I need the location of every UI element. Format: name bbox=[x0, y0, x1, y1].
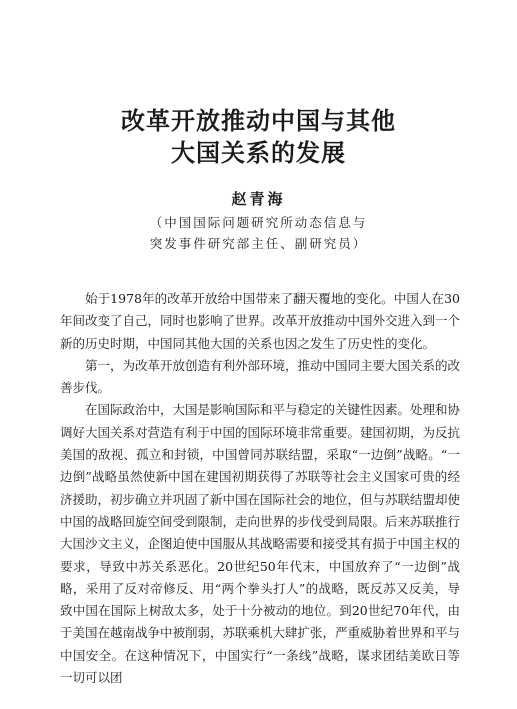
author-affiliation-line-1: （中国国际问题研究所动态信息与 bbox=[149, 215, 368, 230]
author-affiliation-line-2: 突发事件研究部主任、副研究员） bbox=[149, 236, 368, 251]
article-title-line-2: 大国关系的发展 bbox=[171, 139, 346, 167]
article-title-line-1: 改革开放推动中国与其他 bbox=[121, 107, 396, 135]
article-body bbox=[60, 288, 460, 689]
paragraph-intro: 始于1978年的改革开放给中国带来了翻天覆地的变化。中国人在30年间改变了自己，同时也影响了世界。改革开放推动中国外交进入到一个新的历史时期，中国同其他大国的关系也因之发生了历史性的变化。 bbox=[60, 291, 461, 351]
author-name: 赵青海 bbox=[231, 190, 286, 208]
paragraph-great-powers: 在国际政治中，大国是影响国际和平与稳定的关键性因素。处理和协调好大国关系对营造有利于中国的国际环境非常重要。建国初期，为反抗美国的敌视、孤立和封锁，中国曾同苏联结盟，采取“一边倒”战略。“一边倒”战略虽然使新中国在建国初期获得了苏联等社会主义国家可贵的经济援助，初步确立并巩固了新中国在国际社会的地位，但与苏联结盟却使中国的战略回旋空间受到限制，走向世界的步伐受到局限。后来苏联推行大国沙文主义，企图迫使中国服从其战略需要和接受其有损于中国主权的要求，导致中苏关系恶化。20世纪50年代末，中国放弃了“一边倒”战略，采用了反对帝修反、用“两个拳头打人”的战略，既反苏又反美，导致中国在国际上树敌太多，处于十分被动的地位。到20世纪70年代，由于美国在越南战争中被削弱，苏联乘机大肆扩张，严重威胁着世界和平与中国安全。在这种情况下，中国实行“一条线”战略，谋求团结美欧日等一切可以团 bbox=[60, 402, 461, 686]
paragraph-point-one: 第一，为改革开放创造有利外部环境，推动中国同主要大国关系的改善步伐。 bbox=[60, 357, 461, 396]
